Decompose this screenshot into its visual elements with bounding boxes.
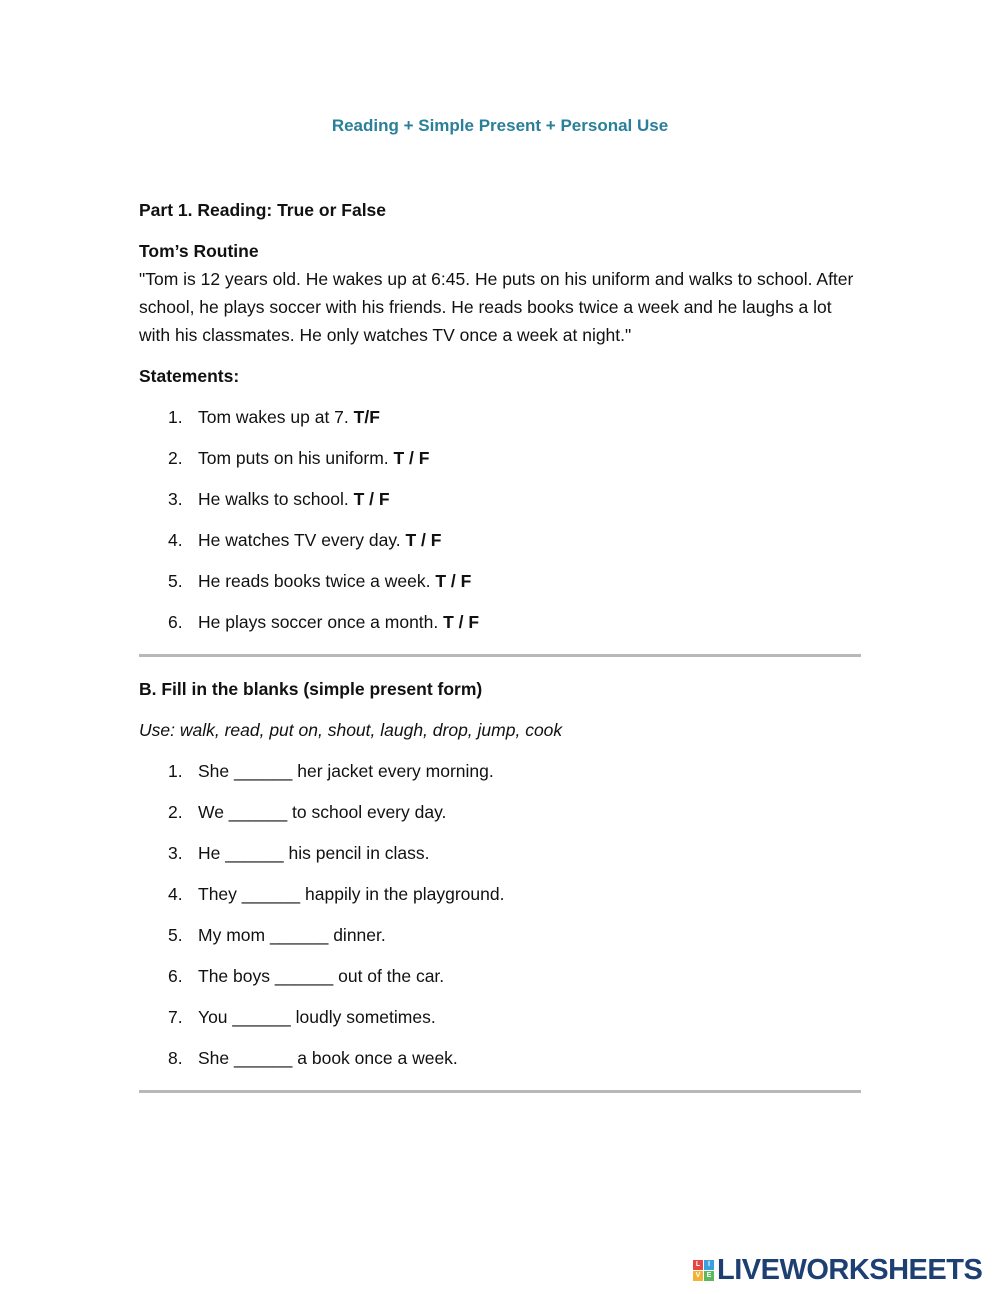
statement-number: 3. [168,489,183,509]
liveworksheets-logo [693,1254,982,1287]
statement-number: 6. [168,612,183,632]
item-number: 7. [168,1007,183,1027]
item-number: 8. [168,1048,183,1068]
statement-text: Tom puts on his uniform. [198,448,394,468]
item-text: She ______ her jacket every morning. [198,761,494,781]
true-false-choice[interactable]: T/F [353,407,380,427]
statement-text: Tom wakes up at 7. [198,407,354,427]
item-text: They ______ happily in the playground. [198,884,505,904]
item-number: 5. [168,925,183,945]
true-false-choice[interactable]: T / F [393,448,430,468]
statements-list [139,403,861,636]
item-text: He ______ his pencil in class. [198,843,430,863]
item-number: 4. [168,884,183,904]
statement-number: 5. [168,571,183,591]
item-text: My mom ______ dinner. [198,925,386,945]
logo-mark-tile: E [704,1271,714,1281]
true-false-choice[interactable]: T / F [443,612,480,632]
fill-blank-item[interactable] [139,757,861,785]
statements-label: Statements: [139,366,240,386]
statement-number: 2. [168,448,183,468]
statement-item [139,403,861,431]
statement-item [139,567,861,595]
partB-heading: B. Fill in the blanks (simple present form) [139,679,483,699]
statement-text: He walks to school. [198,489,354,509]
item-number: 1. [168,761,183,781]
true-false-choice[interactable]: T / F [353,489,390,509]
statement-item [139,444,861,472]
item-text: We ______ to school every day. [198,802,447,822]
statement-number: 4. [168,530,183,550]
story-text: "Tom is 12 years old. He wakes up at 6:45. He puts on his uniform and walks to school. After school, he plays soccer with his friends. He reads books twice a week and he laughs a lot with his classmates. He only watches TV once a week at night." [139,269,854,345]
true-false-choice[interactable]: T / F [435,571,472,591]
statement-text: He plays soccer once a month. [198,612,444,632]
item-text: The boys ______ out of the car. [198,966,445,986]
story-title: Tom’s Routine [139,241,259,261]
statement-item [139,485,861,513]
logo-mark-tile: L [693,1260,703,1270]
fill-blank-item[interactable] [139,839,861,867]
item-number: 3. [168,843,183,863]
section-divider [139,654,861,657]
part1-heading: Part 1. Reading: True or False [139,200,387,220]
logo-mark-icon [693,1260,714,1281]
statement-text: He reads books twice a week. [198,571,436,591]
logo-mark-tile: I [704,1260,714,1270]
statement-number: 1. [168,407,183,427]
statement-item [139,526,861,554]
word-bank: Use: walk, read, put on, shout, laugh, drop, jump, cook [139,720,563,740]
fill-blanks-list [139,757,861,1072]
item-text: She ______ a book once a week. [198,1048,458,1068]
section-divider [139,1090,861,1093]
fill-blank-item[interactable] [139,880,861,908]
page-title: Reading + Simple Present + Personal Use [331,116,669,135]
fill-blank-item[interactable] [139,1044,861,1072]
fill-blank-item[interactable] [139,921,861,949]
logo-text: LIVEWORKSHEETS [717,1254,983,1286]
statement-text: He watches TV every day. [198,530,406,550]
fill-blank-item[interactable] [139,798,861,826]
item-number: 2. [168,802,183,822]
true-false-choice[interactable]: T / F [405,530,442,550]
logo-mark-tile: V [693,1271,703,1281]
fill-blank-item[interactable] [139,1003,861,1031]
fill-blank-item[interactable] [139,962,861,990]
worksheet-content [139,196,861,1111]
statement-item [139,608,861,636]
item-text: You ______ loudly sometimes. [198,1007,436,1027]
item-number: 6. [168,966,183,986]
